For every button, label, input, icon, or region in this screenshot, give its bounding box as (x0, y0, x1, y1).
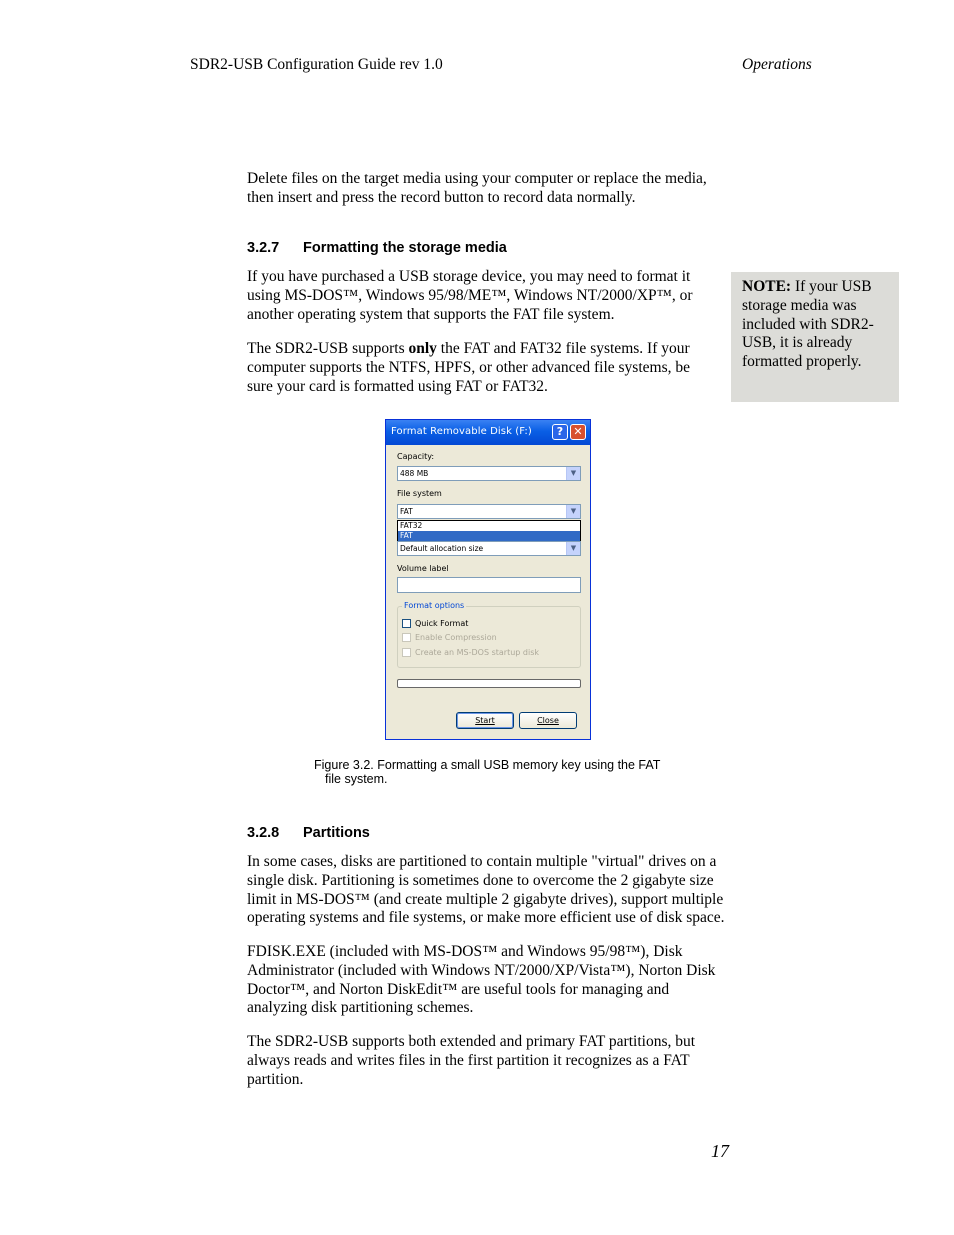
section-heading-327 (247, 240, 507, 256)
volume-label-input[interactable] (397, 577, 581, 593)
quick-format-checkbox[interactable] (402, 619, 411, 628)
chevron-down-icon[interactable]: ▼ (566, 467, 580, 480)
section-number: 3.2.8 (247, 825, 280, 841)
allocation-size-value: Default allocation size (400, 544, 484, 553)
startup-disk-label: Create an MS-DOS startup disk (415, 648, 540, 657)
page-number: 17 (711, 1141, 729, 1161)
intro-paragraph: Delete files on the target media using your computer or replace the media, then insert and press the record button to record data normally. (247, 170, 707, 206)
option-fat32[interactable]: FAT32 (400, 521, 423, 530)
close-window-button[interactable]: ✕ (570, 424, 586, 440)
formatting-paragraph-2 (247, 340, 707, 396)
section-number: 3.2.7 (247, 240, 280, 256)
dialog-title: Format Removable Disk (F:) (391, 426, 532, 437)
partitions-paragraph-1: In some cases, disks are partitioned to contain multiple "virtual" drives on a single disk. Partitioning is sometimes done to overcome the 2 gigabyte size limit in MS-DOS™ (and create multiple 2 gigabyte drives), support multiple operating systems and file systems, or make more efficient use of disk space. (247, 853, 725, 927)
running-header-section: Operations (742, 56, 812, 73)
partitions-paragraph-2: FDISK.EXE (included with MS-DOS™ and Windows 95/98™), Disk Administrator (included with Windows NT/2000/XP/Vista™), Norton Disk Doctor™, and Norton DiskEdit™ are useful tools for managing and analyzing disk partitioning schemes. (247, 943, 716, 1017)
note-sidebar (731, 272, 899, 402)
enable-compression-label: Enable Compression (415, 633, 497, 642)
figure-caption (314, 758, 694, 786)
enable-compression-checkbox (402, 633, 411, 642)
dialog-titlebar (386, 420, 590, 445)
note-label: NOTE: (742, 278, 792, 295)
caption-line-1: Figure 3.2. Formatting a small USB memory key using the FAT (314, 758, 661, 772)
close-button[interactable]: Close (519, 712, 577, 729)
volume-label-label: Volume label (397, 564, 449, 573)
file-system-label: File system (397, 489, 442, 498)
capacity-label: Capacity: (397, 452, 435, 461)
chevron-down-icon[interactable]: ▼ (566, 505, 580, 518)
section-heading-328 (247, 825, 370, 841)
capacity-select[interactable] (397, 466, 581, 481)
help-button[interactable]: ? (552, 424, 568, 440)
emphasis-only: only (408, 340, 437, 357)
file-system-dropdown-list (397, 520, 581, 542)
startup-disk-checkbox (402, 648, 411, 657)
file-system-value: FAT (400, 507, 413, 516)
quick-format-label: Quick Format (415, 619, 469, 628)
section-title: Partitions (303, 825, 370, 841)
format-progress-bar (397, 679, 581, 688)
start-button[interactable]: Start (456, 712, 514, 729)
section-title: Formatting the storage media (303, 240, 507, 256)
partitions-paragraph-3: The SDR2-USB supports both extended and primary FAT partitions, but always reads and writes files in the first partition it recognizes as a FAT partition. (247, 1033, 696, 1088)
format-options-title: Format options (404, 601, 465, 610)
capacity-value: 488 MB (400, 469, 429, 478)
formatting-paragraph-1: If you have purchased a USB storage device, you may need to format it using MS-DOS™, Windows 95/98/ME™, Windows NT/2000/XP™, or another operating system that supports the FAT file system. (247, 268, 693, 323)
running-header-title: SDR2-USB Configuration Guide rev 1.0 (190, 56, 443, 73)
option-fat[interactable]: FAT (398, 531, 580, 541)
format-dialog (385, 419, 591, 740)
caption-line-2: file system. (325, 772, 388, 786)
text-run: The SDR2-USB supports (247, 340, 409, 357)
text-run: the FAT and FAT32 file systems. If your computer supports the NTFS, HPFS, or other advanced file systems, be sure your card is formatted using FAT or FAT32. (247, 340, 690, 395)
note-text: If your USB storage media was included with SDR2-USB, it is already formatted properly. (742, 278, 874, 371)
file-system-select[interactable] (397, 504, 581, 519)
chevron-down-icon[interactable]: ▼ (566, 542, 580, 555)
allocation-size-select[interactable] (397, 541, 581, 556)
